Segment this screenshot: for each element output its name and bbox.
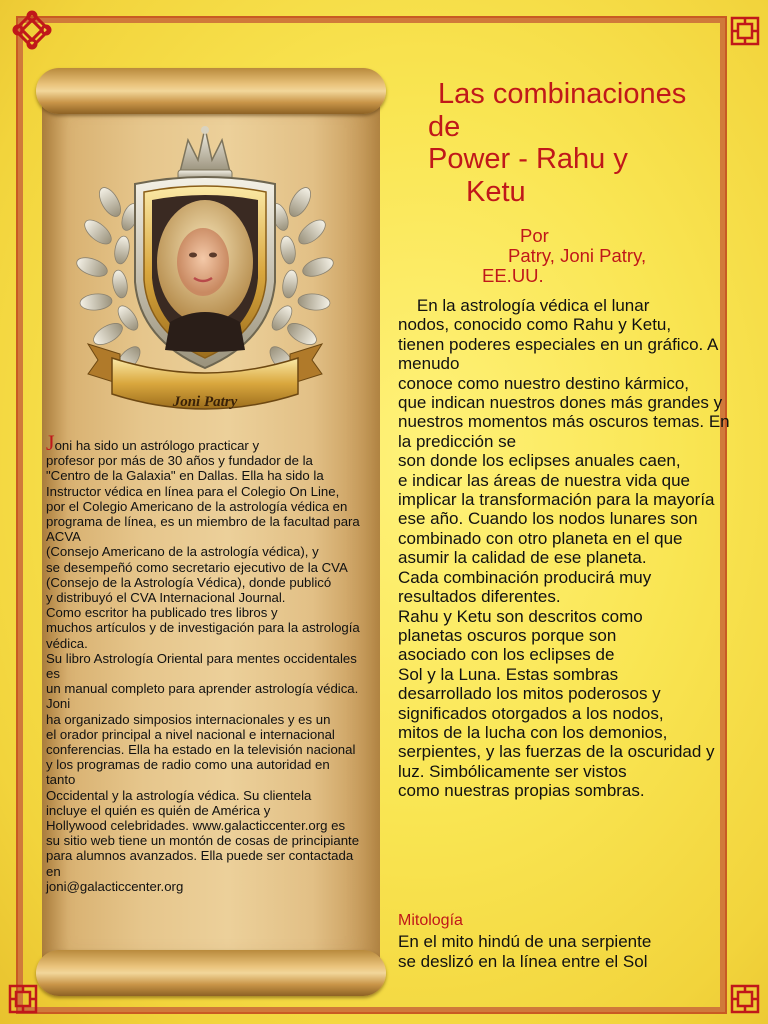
article-title xyxy=(428,78,686,208)
byline-country: EE.UU. xyxy=(482,265,544,286)
body-line: como nuestras propias sombras. xyxy=(398,781,645,801)
bio-line: Occidental y la astrología védica. Su clientela xyxy=(46,787,312,803)
bio-line: "Centro de la Galaxia" en Dallas. Ella ha sido la xyxy=(46,468,324,484)
body-line: mitos de la lucha con los demonios, xyxy=(398,722,668,742)
bio-line: tanto xyxy=(46,772,76,788)
badge-name: Joni Patry xyxy=(172,394,238,410)
dropcap: J xyxy=(46,430,55,455)
bio-line: es xyxy=(46,666,60,682)
bio-line: Joni xyxy=(46,696,71,712)
bio-line: el orador principal a nivel nacional e internacional xyxy=(46,726,335,742)
body-line: son donde los eclipses anuales caen, xyxy=(398,451,681,471)
body-line: Sol y la Luna. Estas sombras xyxy=(398,664,619,684)
body-line: En la astrología védica el lunar xyxy=(398,296,650,315)
body-line: desarrollado los mitos poderosos y xyxy=(398,684,661,704)
bio-line: por el Colegio Americano de la astrología védica en xyxy=(46,498,348,514)
article-body xyxy=(398,296,750,801)
body-line: conoce como nuestro destino kármico, xyxy=(398,373,690,393)
mitologia-text xyxy=(398,932,651,972)
body-line: implicar la transformación para la mayoría xyxy=(398,490,715,510)
scroll-top-roll xyxy=(36,68,386,114)
body-line: combinado con otro planeta en el que xyxy=(398,528,683,548)
section-heading-mitologia: Mitología xyxy=(398,912,463,929)
bio-line: se desempeñó como secretario ejecutivo de la CVA xyxy=(46,559,348,575)
laurel-right-icon xyxy=(266,184,336,377)
title-line: de xyxy=(428,110,461,143)
title-line: Las combinaciones xyxy=(438,78,687,110)
bio-line: Hollywood celebridades. www.galacticcenter.org es xyxy=(46,818,346,834)
corner-ornament-icon xyxy=(6,982,40,1016)
bio-line: védica. xyxy=(46,635,88,651)
bio-line: para alumnos avanzados. Ella puede ser contactada xyxy=(46,848,354,864)
bio-line: programa de línea, es un miembro de la facultad para xyxy=(46,514,360,530)
body-line: se deslizó en la línea entre el Sol xyxy=(398,952,648,971)
byline-por: Por xyxy=(520,225,549,246)
laurel-left-icon xyxy=(74,184,144,377)
crown-icon xyxy=(178,126,232,180)
contact-email: joni@galacticcenter.org xyxy=(46,878,184,894)
body-line: luz. Simbólicamente ser vistos xyxy=(398,761,627,781)
bio-line: (Consejo de la Astrología Védica), donde publicó xyxy=(46,574,332,590)
bio-line: conferencias. Ella ha estado en la televisión nacional xyxy=(46,742,356,758)
body-line: menudo xyxy=(398,354,460,374)
bio-line: Instructor védica en línea para el Colegio On Line, xyxy=(46,483,340,499)
body-line: asumir la calidad de ese planeta. xyxy=(398,548,647,568)
bio-first-line: Joni ha sido un astrólogo practicar y xyxy=(46,430,260,455)
body-line: tienen poderes especiales en un gráfico. A xyxy=(398,334,719,354)
corner-ornament-icon xyxy=(728,982,762,1016)
body-line: significados otorgados a los nodos, xyxy=(398,703,664,723)
bio-line: en xyxy=(46,863,61,879)
bio-line: Como escritor ha publicado tres libros y xyxy=(46,605,278,621)
body-line: asociado con los eclipses de xyxy=(398,645,615,665)
body-line: que indican nuestros dones más grandes y xyxy=(398,393,723,413)
bio-line: y distribuyó el CVA Internacional Journal. xyxy=(46,590,286,606)
bio-line: profesor por más de 30 años y fundador de la xyxy=(46,453,313,469)
body-line: Rahu y Ketu son descritos como xyxy=(398,606,643,626)
body-line: e indicar las áreas de nuestra vida que xyxy=(398,470,691,490)
bio-line: y los programas de radio como una autoridad en xyxy=(46,757,330,773)
bio-line: su sitio web tiene un montón de cosas de principiante xyxy=(46,833,360,849)
body-line: nuestros momentos más oscuros temas. En xyxy=(398,412,730,432)
bio-line: ACVA xyxy=(46,529,81,545)
bio-line: muchos artículos y de investigación para la astrología xyxy=(46,620,360,636)
body-line: Cada combinación producirá muy xyxy=(398,567,652,587)
bio-line: (Consejo Americano de la astrología védica), y xyxy=(46,544,319,560)
body-line: nodos, conocido como Rahu y Ketu, xyxy=(398,315,672,335)
author-bio xyxy=(46,430,406,894)
title-line: Ketu xyxy=(466,175,526,208)
bio-line: ha organizado simposios internacionales y es un xyxy=(46,711,331,727)
bio-line: un manual completo para aprender astrología védica. xyxy=(46,681,359,697)
body-line: la predicción se xyxy=(398,431,517,451)
byline-author: Patry, Joni Patry, xyxy=(508,245,647,266)
body-line: resultados diferentes. xyxy=(398,587,561,607)
portrait-emblem xyxy=(70,122,340,432)
corner-ornament-icon xyxy=(728,14,762,48)
scroll-bottom-roll xyxy=(36,950,386,996)
title-line: Power - Rahu y xyxy=(428,143,628,175)
body-line: ese año. Cuando los nodos lunares son xyxy=(398,509,698,529)
body-line: En el mito hindú de una serpiente xyxy=(398,932,652,951)
body-line: planetas oscuros porque son xyxy=(398,625,617,645)
body-line: serpientes, y las fuerzas de la oscuridad y xyxy=(398,742,715,762)
bio-line: incluye el quién es quién de América y xyxy=(46,802,271,818)
bio-line: Su libro Astrología Oriental para mentes occidentales xyxy=(46,650,357,666)
endless-knot-icon xyxy=(12,10,52,50)
